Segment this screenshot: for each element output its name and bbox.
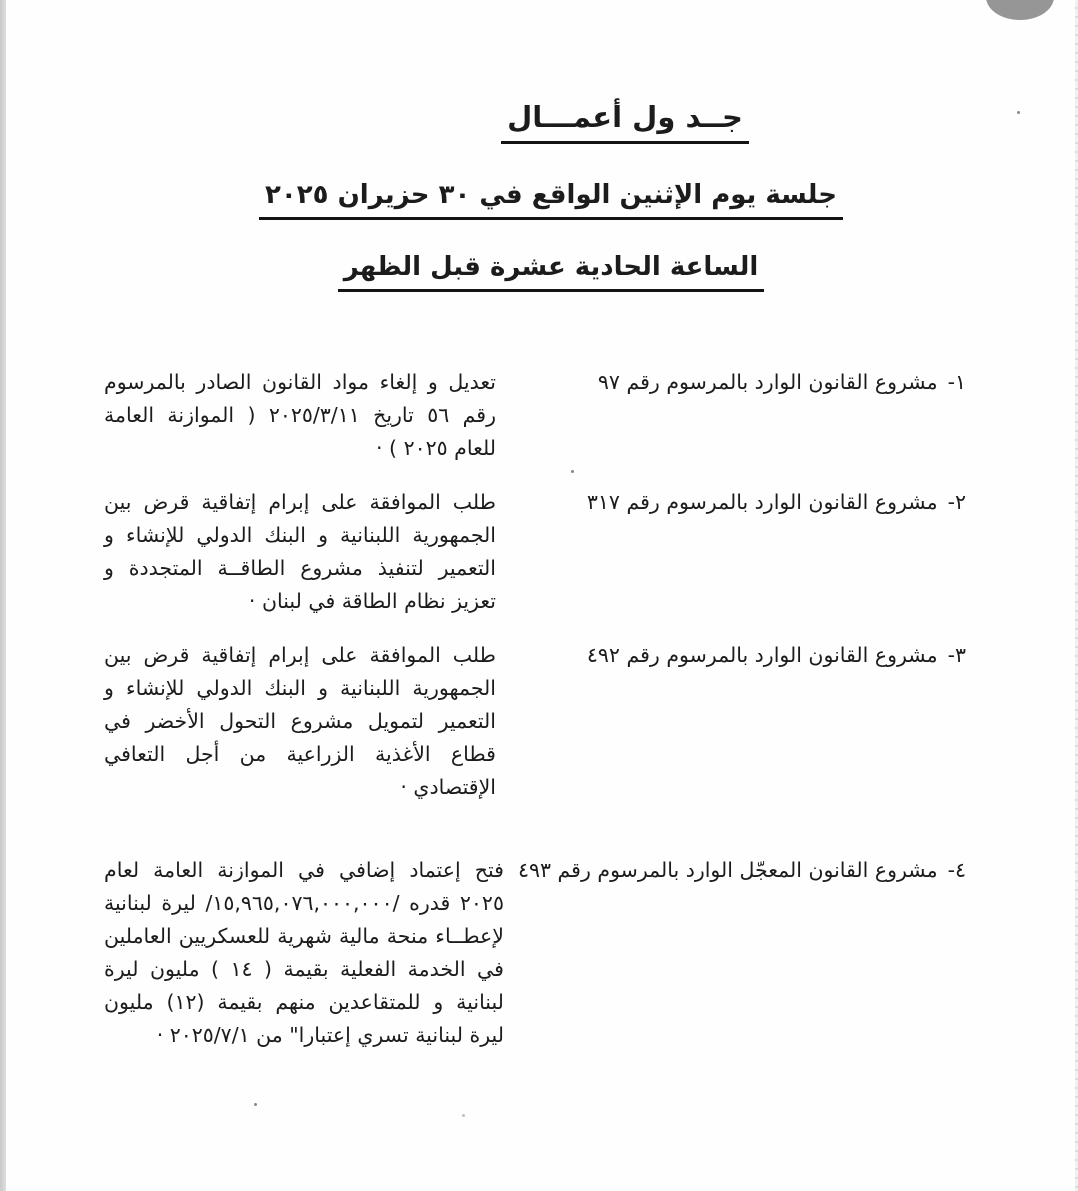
agenda-item-4-title <box>518 854 966 887</box>
header-title-line <box>104 100 966 144</box>
agenda-item-3-title <box>587 639 966 672</box>
session-date: جلسة يوم الإثنين الواقع في ٣٠ حزيران ٢٠٢٥ <box>259 180 843 220</box>
scan-speck <box>254 1103 257 1106</box>
agenda-list <box>104 366 966 1052</box>
agenda-item-1 <box>104 366 966 465</box>
agenda-item-3 <box>104 639 966 804</box>
agenda-item-3-number: ٣- <box>947 643 966 667</box>
agenda-item-1-title <box>598 366 966 399</box>
agenda-item-4 <box>104 854 966 1052</box>
page-title: جــد ول أعمـــال <box>501 100 749 144</box>
agenda-item-2-description: طلب الموافقة على إبرام إتفاقية قرض بين الجمهورية اللبنانية و البنك الدولي للإنشاء و التعمير لتنفيذ مشروع الطاقــة المتجددة و تعزيز نظام الطاقة في لبنان · <box>104 490 496 613</box>
session-time: الساعة الحادية عشرة قبل الظهر <box>338 252 765 292</box>
agenda-item-1-number: ١- <box>947 370 966 394</box>
agenda-item-2-number: ٢- <box>947 490 966 514</box>
agenda-item-1-title-text: مشروع القانون الوارد بالمرسوم رقم ٩٧ <box>597 370 938 394</box>
agenda-item-3-title-text: مشروع القانون الوارد بالمرسوم رقم ٤٩٢ <box>586 643 938 667</box>
agenda-item-4-description: فتح إعتماد إضافي في الموازنة العامة لعام ٢٠٢٥ قدره /١٥,٩٦٥,٠٧٦,٠٠٠,٠٠٠/ ليرة لبنانية لإعطــاء منحة مالية شهرية للعسكريين العاملين في الخدمة الفعلية بقيمة ( ١٤ ) مليون ليرة لبنانية و للمتقاعدين منهم بقيمة (١٢) مليون ليرة لبنانية تسري إعتبارا" من ٢٠٢٥/٧/١ · <box>104 858 504 1047</box>
agenda-item-1-description: تعديل و إلغاء مواد القانون الصادر بالمرسوم رقم ٥٦ تاريخ ٢٠٢٥/٣/١١ ( الموازنة العامة للعام ٢٠٢٥ ) · <box>104 370 496 460</box>
header-session-line <box>104 180 966 220</box>
agenda-item-4-number: ٤- <box>947 858 966 882</box>
agenda-item-2-title <box>587 486 966 519</box>
header-time-line <box>104 252 966 292</box>
agenda-item-3-description: طلب الموافقة على إبرام إتفاقية قرض بين الجمهورية اللبنانية و البنك الدولي للإنشاء و التعمير لتمويل مشروع التحول الأخضر في قطاع الأغذية الزراعية من أجل التعافي الإقتصادي · <box>104 643 496 799</box>
agenda-item-2 <box>104 486 966 618</box>
scan-speck <box>462 1114 465 1117</box>
agenda-item-2-title-text: مشروع القانون الوارد بالمرسوم رقم ٣١٧ <box>586 490 938 514</box>
agenda-item-4-title-text: مشروع القانون المعجّل الوارد بالمرسوم رقم ٤٩٣ <box>517 858 938 882</box>
